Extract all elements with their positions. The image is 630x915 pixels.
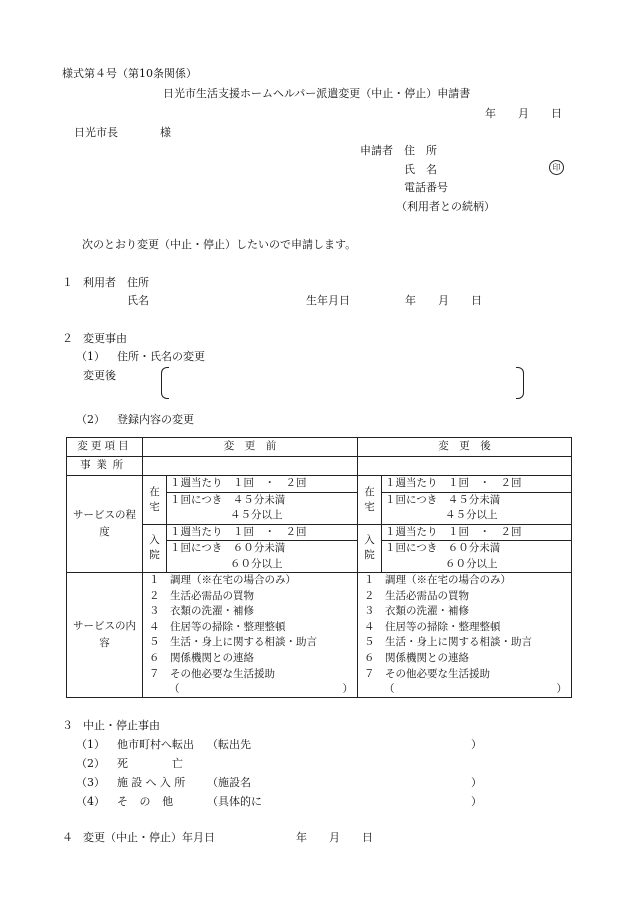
section4-date: 年 月 日 [296,831,373,844]
section1-label: 利用者 [83,276,116,289]
applicant-relation-label: （利用者との続柄） [396,200,495,213]
reason2-label: 死 亡 [117,757,183,770]
office-label: 事業所 [67,457,143,476]
applicant-name-label: 氏 名 [404,163,437,176]
list-item: ４ 住居等の掃除・整理整頓 [149,620,286,633]
seal-icon: 印 [549,160,564,175]
header-item: 変更項目 [67,438,143,457]
list-item: ４ 住居等の掃除・整理整頓 [364,620,501,633]
office-before [143,457,358,476]
list-item: ３ 衣類の洗濯・補修 [364,605,469,618]
list-item: １ 調理（※在宅の場合のみ） [364,574,511,586]
list-item: ３ 衣類の洗濯・補修 [149,605,254,618]
office-after [358,457,572,476]
reason3-note: （施設名 [207,776,251,789]
list-item: １ 調理（※在宅の場合のみ） [149,574,296,586]
reason1-number: （1） [76,738,105,751]
user-name-label: 氏名 [127,294,149,307]
reason1-label: 他市町村へ転出 [117,738,194,751]
list-item: ５ 生活・身上に関する相談・助言 [364,636,532,649]
home-label-after: 在宅 [358,476,382,525]
header-after: 変 更 後 [358,438,572,457]
birthdate-label: 生年月日 [306,294,350,307]
reason4-label: その他 [117,795,185,808]
reason4-close: ） [471,795,482,808]
user-address-label: 住所 [127,276,149,289]
content-label: サービスの内容 [67,573,143,698]
reason4-number: （4） [76,795,105,808]
inpatient-label-after: 入院 [358,524,382,573]
list-item: ６ 関係機関との連絡 [364,651,469,664]
content-list-before: １ 調理（※在宅の場合のみ） ２ 生活必需品の買物 ３ 衣類の洗濯・補修 ４ 住居等の掃除・整理整頓 ５ 生活・身上に関する相談・助言 ６ 関係機関との連絡 ７ その他必要な生活援助 （ ） [143,573,358,698]
section3-number: ３ [62,719,73,732]
section2-label: 変更事由 [83,332,127,345]
section4-label: 変更（中止・停止）年月日 [83,831,215,844]
home-freq-after: １週当たり １回 ・ ２回 [382,476,572,493]
list-item: ２ 生活必需品の買物 [364,589,469,602]
inpatient-duration-after: １回につき ６０分未満 ６０分以上 [382,541,572,573]
after-change-label: 変更後 [83,369,116,382]
list-item: ５ 生活・身上に関する相談・助言 [149,636,317,649]
list-item: ７ その他必要な生活援助 [149,667,275,680]
reason1-note: （転出先 [207,738,251,751]
addressee-honorific: 様 [160,126,171,139]
applicant-address-label: 住 所 [404,144,437,157]
header-before: 変 更 前 [143,438,358,457]
reason2-number: （2） [76,757,105,770]
applicant-phone-label: 電話番号 [404,181,448,194]
reason3-number: （3） [76,776,105,789]
home-label-before: 在宅 [143,476,167,525]
after-change-right-bracket [516,367,524,399]
reason1-close: ） [471,738,482,751]
list-item: ２ 生活必需品の買物 [149,589,254,602]
registration-table [66,437,572,698]
section3-label: 中止・停止事由 [83,719,160,732]
sub1-number: （1） [76,350,105,363]
inpatient-freq-after: １週当たり １回 ・ ２回 [382,524,572,541]
sub2-number: （2） [76,413,105,426]
after-change-left-bracket [161,367,169,399]
list-item: ７ その他必要な生活援助 [364,667,490,680]
inpatient-freq-before: １週当たり １回 ・ ２回 [167,524,358,541]
content-list-after: １ 調理（※在宅の場合のみ） ２ 生活必需品の買物 ３ 衣類の洗濯・補修 ４ 住居等の掃除・整理整頓 ５ 生活・身上に関する相談・助言 ６ 関係機関との連絡 ７ その他必要な生活援助 （ ） [358,573,572,698]
addressee: 日光市長 [74,126,118,139]
section1-number: １ [62,276,73,289]
reason3-close: ） [471,776,482,789]
submission-date: 年 月 日 [485,107,562,120]
inpatient-label-before: 入院 [143,524,167,573]
intro-text: 次のとおり変更（中止・停止）したいので申請します。 [82,238,357,251]
form-number: 様式第４号（第10条関係） [62,67,197,80]
degree-label: サービスの程度 [67,476,143,573]
list-item: ６ 関係機関との連絡 [149,651,254,664]
home-duration-before: １回につき ４５分未満 ４５分以上 [167,492,358,524]
reason3-label: 施設へ入所 [117,776,189,789]
sub1-label: 住所・氏名の変更 [117,350,205,363]
sub2-label: 登録内容の変更 [117,413,194,426]
inpatient-duration-before: １回につき ６０分未満 ６０分以上 [167,541,358,573]
section4-number: ４ [62,831,73,844]
home-duration-after: １回につき ４５分未満 ４５分以上 [382,492,572,524]
applicant-label: 申請者 [360,144,393,157]
birthdate-value: 年 月 日 [405,294,482,307]
home-freq-before: １週当たり １回 ・ ２回 [167,476,358,493]
document-title: 日光市生活支援ホームヘルパー派遣変更（中止・停止）申請書 [163,87,471,100]
reason4-note: （具体的に [207,795,262,808]
section2-number: ２ [62,332,73,345]
